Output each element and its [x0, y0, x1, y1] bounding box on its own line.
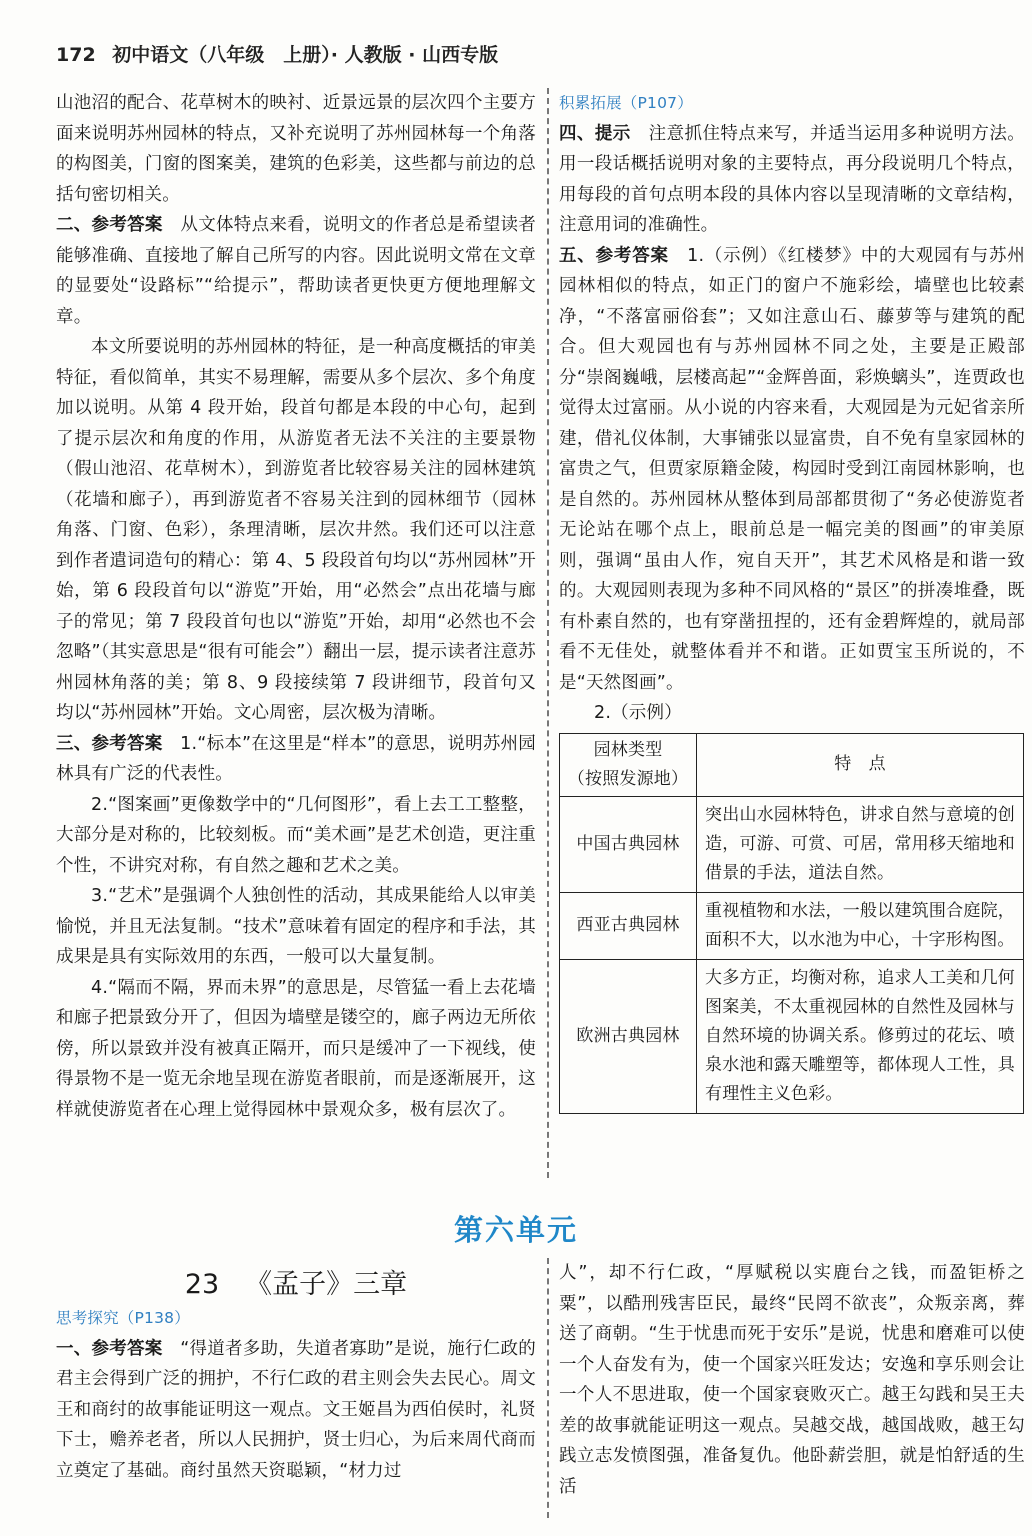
section-heading: 思考探究（P138） — [56, 1309, 190, 1327]
paragraph: 2.（示例） — [594, 703, 682, 723]
table-header-row — [560, 733, 1024, 796]
answer-label: 四、提示 — [559, 123, 631, 144]
answer-1 — [56, 1334, 536, 1487]
answer-text: 1.（示例）《红楼梦》中的大观园有与苏州园林相似的特点，如正门的窗户不施彩绘，墙壁也比较素净，“不落富丽俗套”；又如注意山石、藤萝等与建筑的配合。但大观园也有与苏州园林不同之处，主要是正殿部分“崇阁巍峨，层楼高起”“金辉兽面，彩焕螭头”，连贾政也觉得太过富丽。从小说的内容来看，大观园是为元妃省亲所建，借礼仪体制，大事铺张以显富贵，自不免有皇家园林的富贵之气，但贾家原籍金陵，构园时受到江南园林影响，也是自然的。苏州园林从整体到局部都贯彻了“务必使游览者无论站在哪个点上，眼前总是一幅完美的图画”的审美原则，强调“虽由人作，宛自天开”，其艺术风格是和谐一致的。大观园则表现为多种不同风格的“景区”的拼凑堆叠，既有朴素自然的，也有穿凿扭捏的，还有金碧辉煌的，就局部看不无佳处，就整体看并不和谐。正如贾宝玉所说的，不是“天然图画”。 — [559, 245, 1025, 693]
answer-3 — [56, 729, 536, 790]
bottom-right-column — [559, 1258, 1025, 1502]
paragraph: 3.“艺术”是强调个人独创性的活动，其成果能给人以审美愉悦，并且无法复制。“技术”意味着有固定的程序和手法，其成果是具有实际效用的东西，一般可以大量复制。 — [56, 886, 536, 967]
right-column — [559, 88, 1025, 1114]
answer-text: 1.“标本”在这里是“样本”的意思，说明苏州园林具有广泛的代表性。 — [56, 733, 536, 784]
table-header-feature: 特 点 — [697, 733, 1024, 796]
paragraph: 山池沼的配合、花草树木的映衬、近景远景的层次四个主要方面来说明苏州园林的特点，又补充说明了苏州园林每一个角落的构图美，门窗的图案美，建筑的色彩美，这些都与前边的总括句密切相关。 — [56, 93, 536, 205]
table-row — [560, 959, 1024, 1113]
garden-table — [559, 733, 1024, 1114]
column-divider-bottom — [547, 1258, 549, 1518]
page-header — [56, 40, 498, 67]
table-cell-type: 西亚古典园林 — [560, 892, 697, 959]
paragraph: 人”，却不行仁政，“厚赋税以实鹿台之钱，而盈钜桥之粟”，以酷刑残害臣民，最终“民罔不欲丧”，众叛亲离，葬送了商朝。“生于忧患而死于安乐”是说，忧患和磨难可以使一个人奋发有为，使一个国家兴旺发达；安逸和享乐则会让一个人不思进取，使一个国家衰败灭亡。越王勾践和吴王夫差的故事就能证明这一观点。吴越交战，越国战败，越王勾践立志发愤图强，准备复仇。他卧薪尝胆，就是怕舒适的生活 — [559, 1263, 1025, 1497]
book-title: 初中语文（八年级 上册）· 人教版 · 山西专版 — [112, 44, 499, 66]
answer-text: 从文体特点来看，说明文的作者总是希望读者能够准确、直接地了解自己所写的内容。因此说明文常在文章的显要处“设路标”“给提示”，帮助读者更快更方便地理解文章。 — [56, 215, 536, 327]
left-column — [56, 88, 536, 1125]
answer-label: 五、参考答案 — [559, 245, 669, 266]
lesson-number: 23 — [184, 1269, 220, 1300]
answer-5 — [559, 241, 1025, 699]
answer-text: “得道者多助，失道者寡助”是说，施行仁政的君主会得到广泛的拥护，不行仁政的君主则会失去民心。周文王和商纣的故事能证明这一观点。文王姬昌为西伯侯时，礼贤下士，赡养老者，所以人民拥护，贤士归心，为后来周代商而立奠定了基础。商纣虽然天资聪颖，“材力过 — [56, 1338, 536, 1481]
column-divider-top — [547, 88, 549, 1178]
section-heading: 积累拓展（P107） — [559, 94, 693, 112]
answer-text: 注意抓住特点来写，并适当运用多种说明方法。用一段话概括说明对象的主要特点，再分段说明几个特点，用每段的首句点明本段的具体内容以呈现清晰的文章结构，注意用词的准确性。 — [559, 123, 1025, 235]
unit-title: 第六单元 — [453, 1213, 578, 1247]
lesson-title — [56, 1262, 536, 1301]
answer-label: 二、参考答案 — [56, 215, 163, 235]
answer-label: 一、参考答案 — [56, 1338, 163, 1359]
page-number: 172 — [56, 44, 96, 66]
table-cell-feature: 大多方正，均衡对称，追求人工美和几何图案美，不太重视园林的自然性及园林与自然环境的协调关系。修剪过的花坛、喷泉水池和露天雕塑等，都体现人工性，具有理性主义色彩。 — [697, 959, 1024, 1113]
table-row — [560, 892, 1024, 959]
table-cell-feature: 重视植物和水法，一般以建筑围合庭院，面积不大，以水池为中心，十字形构图。 — [697, 892, 1024, 959]
table-row — [560, 796, 1024, 892]
table-header-type: 园林类型 （按照发源地） — [560, 733, 697, 796]
table-cell-type: 欧洲古典园林 — [560, 959, 697, 1113]
table-cell-feature: 突出山水园林特色，讲求自然与意境的创造，可游、可赏、可居，常用移天缩地和借景的手法，道法自然。 — [697, 796, 1024, 892]
paragraph: 2.“图案画”更像数学中的“几何图形”，看上去工工整整，大部分是对称的，比较刻板。而“美术画”是艺术创造，更注重个性，不讲究对称，有自然之趣和艺术之美。 — [56, 794, 536, 876]
paragraph: 本文所要说明的苏州园林的特征，是一种高度概括的审美特征，看似简单，其实不易理解，需要从多个层次、多个角度加以说明。从第 4 段开始，段首句都是本段的中心句，起到了提示层次和角度的作用，从游览者无法不关注的主要景物（假山池沼、花草树木），到游览者比较容易关注的园林建筑（花墙和廊子），再到游览者不容易关注到的园林细节（园林角落、门窗、色彩），条理清晰，层次井然。我们还可以注意到作者遣词造句的精心：第 4、5 段段首句均以“苏州园林”开始，第 6 段段首句以“游览”开始，用“必然会”点出花墙与廊子的常见；第 7 段段首句也以“游览”开始，却用“必然也不会忽略”（其实意思是“很有可能会”）翻出一层，提示读者注意苏州园林角落的美；第 8、9 段接续第 7 段讲细节，段首句又均以“苏州园林”开始。文心周密，层次极为清晰。 — [56, 337, 536, 723]
lesson-name: 《孟子》三章 — [245, 1269, 408, 1300]
paragraph: 4.“隔而不隔，界而未界”的意思是，尽管猛一看上去花墙和廊子把景致分开了，但因为墙壁是镂空的，廊子两边无所依傍，所以景致并没有被真正隔开，而只是缓冲了一下视线，使得景物不是一览无余地呈现在游览者眼前，而是逐渐展开，这样就使游览者在心理上觉得园林中景观众多，极有层次了。 — [56, 977, 536, 1120]
answer-label: 三、参考答案 — [56, 733, 163, 754]
table-cell-type: 中国古典园林 — [560, 796, 697, 892]
answer-2 — [56, 210, 536, 332]
bottom-left-column — [56, 1303, 536, 1486]
answer-4 — [559, 119, 1025, 241]
